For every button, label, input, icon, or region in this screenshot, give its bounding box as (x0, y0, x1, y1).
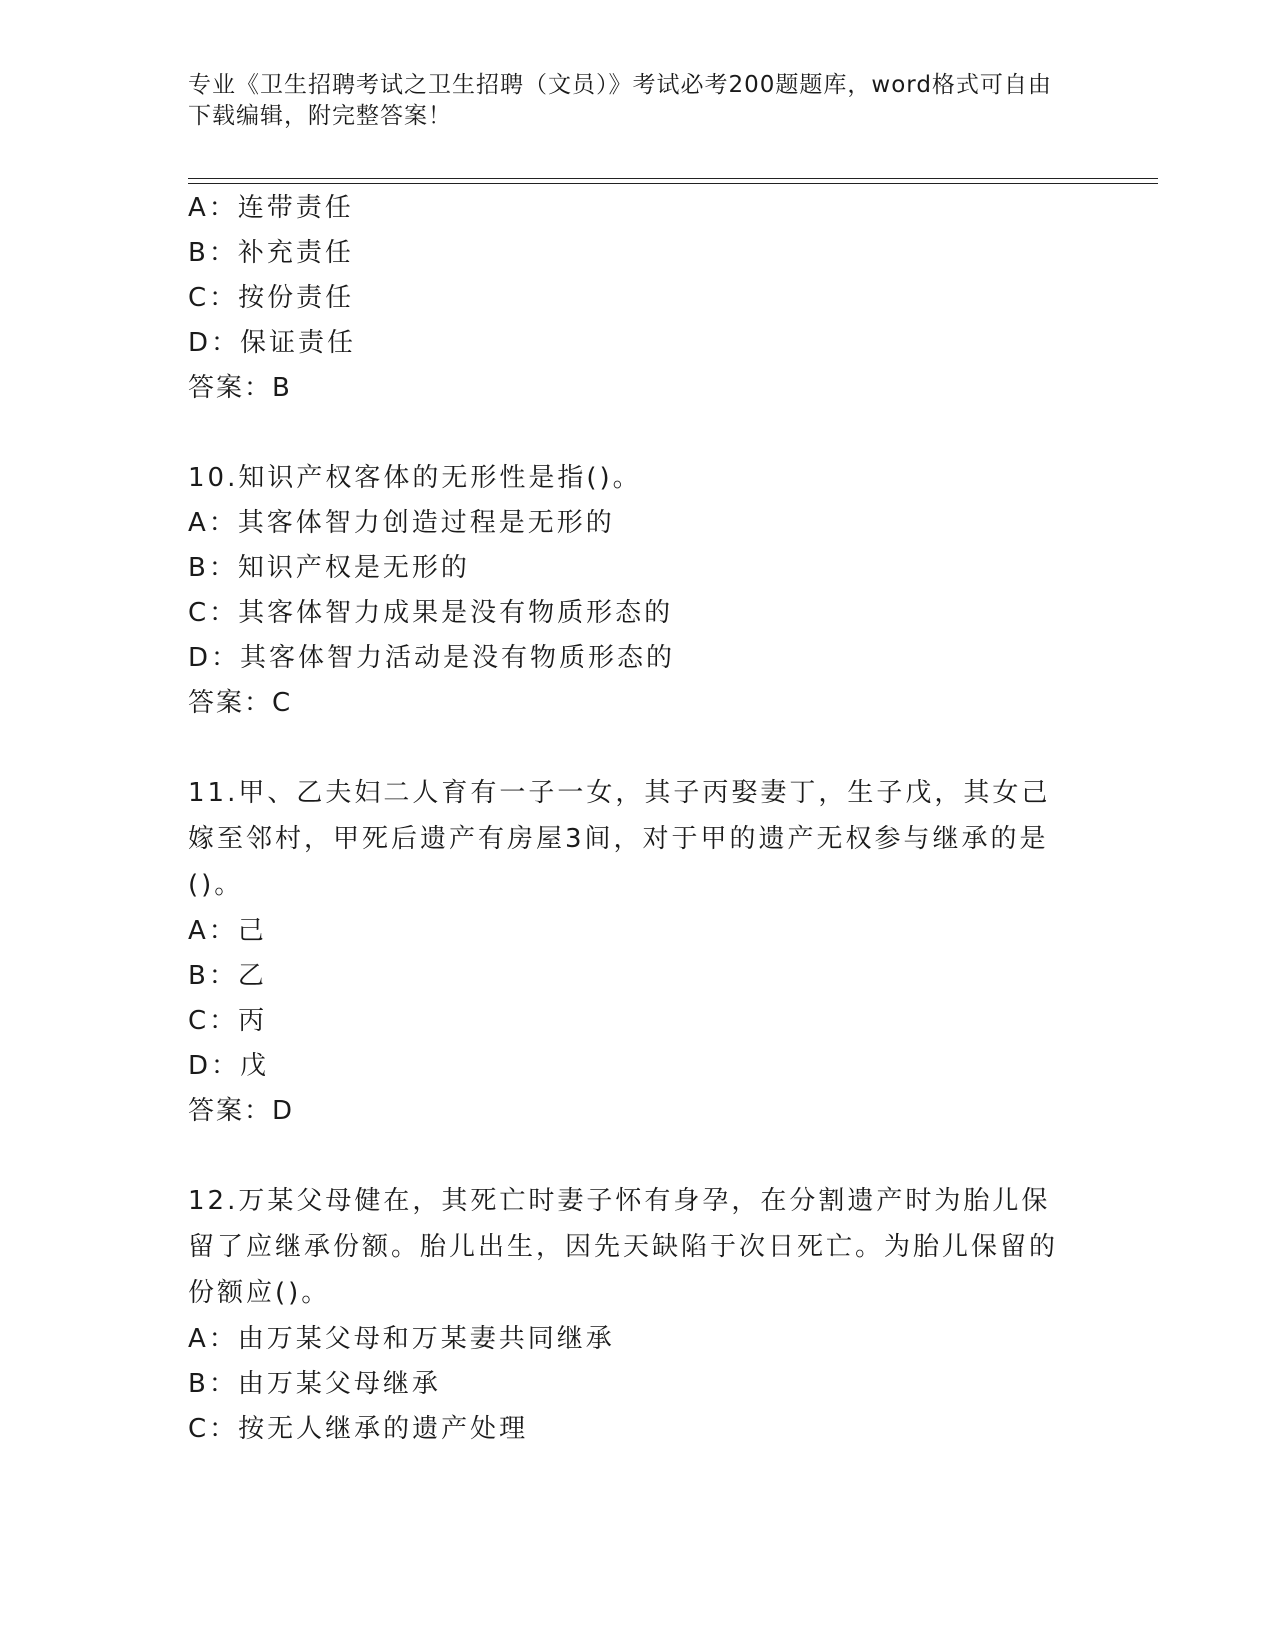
q12-option-a: A：由万某父母和万某妻共同继承 (188, 1324, 615, 1354)
q11-option-b: B：乙 (188, 961, 267, 991)
q11-option-a: A：己 (188, 916, 267, 946)
q11-option-c: C：丙 (188, 1006, 268, 1036)
q10-question: 10.知识产权客体的无形性是指()。 (188, 463, 642, 493)
header-divider-bottom (188, 183, 1158, 184)
q11-option-d: D：戊 (188, 1051, 270, 1081)
q9-answer: 答案：B (188, 373, 292, 403)
q10-option-c: C：其客体智力成果是没有物质形态的 (188, 598, 674, 628)
q12-option-c: C：按无人继承的遗产处理 (188, 1414, 529, 1444)
q11-question: 11.甲、乙夫妇二人育有一子一女，其子丙娶妻丁，生子戊，其女己嫁至邻村，甲死后遗产有房屋3间，对于甲的遗产无权参与继承的是()。 (188, 778, 1051, 900)
q9-option-d: D：保证责任 (188, 328, 357, 358)
document-header: 专业《卫生招聘考试之卫生招聘（文员）》考试必考200题题库，word格式可自由下载编辑，附完整答案！ (188, 72, 1052, 129)
q9-option-a: A：连带责任 (188, 193, 354, 223)
q10-option-b: B：知识产权是无形的 (188, 553, 470, 583)
q10-option-d: D：其客体智力活动是没有物质形态的 (188, 643, 676, 673)
q12-question: 12.万某父母健在，其死亡时妻子怀有身孕，在分割遗产时为胎儿保留了应继承份额。胎儿出生，因先天缺陷于次日死亡。为胎儿保留的份额应()。 (188, 1186, 1059, 1308)
q10-answer: 答案：C (188, 688, 293, 718)
q10-option-a: A：其客体智力创造过程是无形的 (188, 508, 615, 538)
q12-option-b: B：由万某父母继承 (188, 1369, 441, 1399)
header-divider-top (188, 178, 1158, 179)
q9-option-c: C：按份责任 (188, 283, 355, 313)
q11-answer: 答案：D (188, 1096, 295, 1126)
q9-option-b: B：补充责任 (188, 238, 354, 268)
